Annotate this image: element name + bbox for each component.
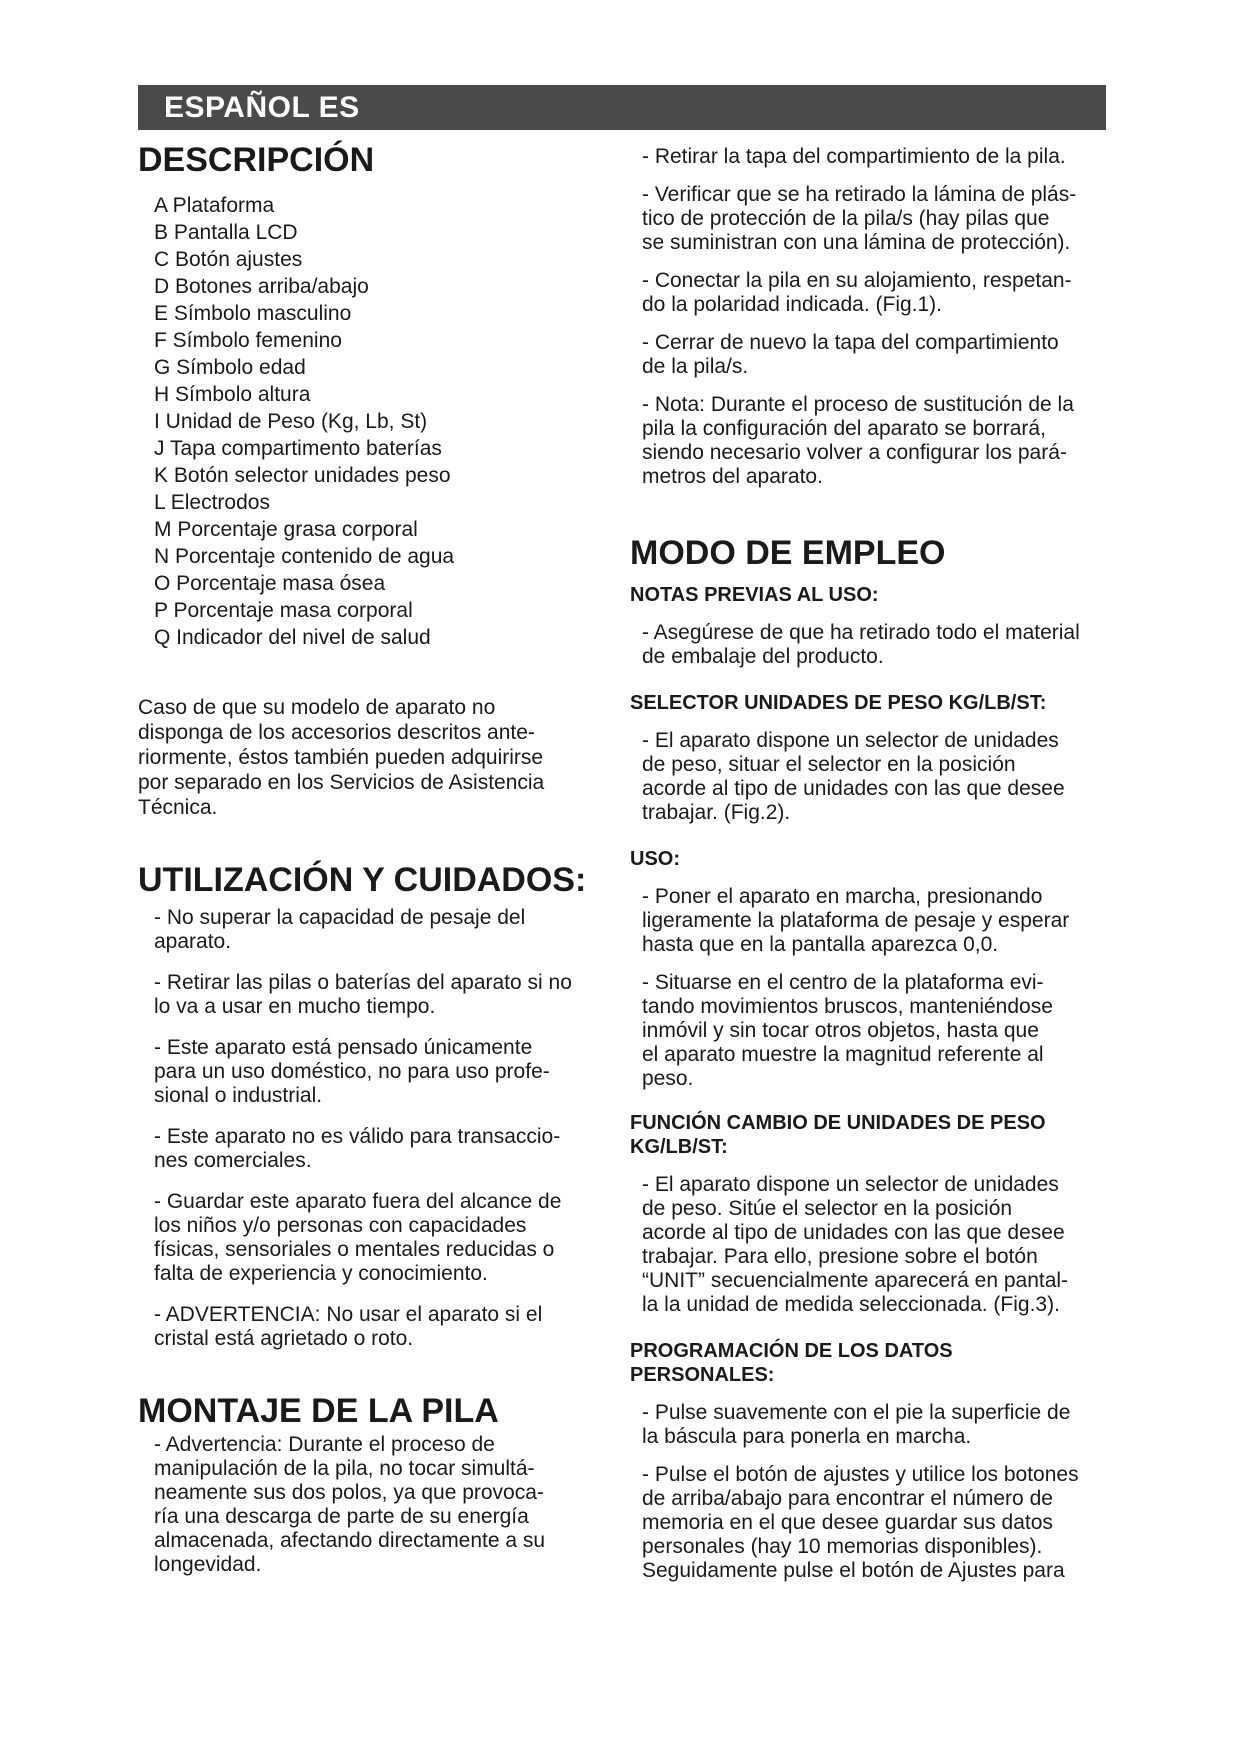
subheading-notas: NOTAS PREVIAS AL USO:: [630, 584, 879, 606]
battery-step: - Cerrar de nuevo la tapa del compartimiento de la pila/s.: [642, 331, 1059, 378]
subheading-programacion: PROGRAMACIÓN DE LOS DATOS PERSONALES:: [630, 1340, 953, 1386]
care-paragraph: - ADVERTENCIA: No usar el aparato si el cristal está agrietado o roto.: [154, 1303, 543, 1350]
legend-item: K Botón selector unidades peso: [154, 464, 451, 487]
legend-item: Q Indicador del nivel de salud: [154, 626, 431, 649]
legend-item: G Símbolo edad: [154, 356, 306, 379]
legend-item: C Botón ajustes: [154, 248, 303, 271]
care-paragraph: - Retirar las pilas o baterías del aparato si no lo va a usar en mucho tiempo.: [154, 971, 572, 1018]
legend-item: B Pantalla LCD: [154, 221, 298, 244]
legend-item: N Porcentaje contenido de agua: [154, 545, 455, 568]
usage-paragraph: - Asegúrese de que ha retirado todo el material de embalaje del producto.: [642, 621, 1080, 668]
legend-item: J Tapa compartimento baterías: [154, 437, 442, 460]
usage-paragraph: - El aparato dispone un selector de unidades de peso, situar el selector en la posición acorde al tipo de unidades con las que desee trabajar. (Fig.2).: [642, 729, 1065, 824]
legend-item: M Porcentaje grasa corporal: [154, 518, 418, 541]
battery-step: - Nota: Durante el proceso de sustitución de la pila la configuración del aparato se borrará, siendo necesario volver a configurar los pará- metros del aparato.: [642, 393, 1074, 488]
battery-step: - Conectar la pila en su alojamiento, respetan- do la polaridad indicada. (Fig.1).: [642, 269, 1072, 316]
section-title-utilizacion: UTILIZACIÓN Y CUIDADOS:: [138, 861, 587, 899]
left-column: [138, 140, 608, 1577]
parts-legend: [138, 192, 608, 651]
accessories-note: Caso de que su modelo de aparato no disponga de los accesorios descritos ante- riormente, éstos también pueden adquirirse por separado en los Servicios de Asistencia Técnica.: [138, 696, 545, 819]
battery-step: - Verificar que se ha retirado la lámina de plás- tico de protección de la pila/s (hay pilas que se suministran con una lámina de protección).: [642, 183, 1077, 254]
legend-item: D Botones arriba/abajo: [154, 275, 369, 298]
battery-step: - Retirar la tapa del compartimiento de la pila.: [642, 145, 1066, 168]
care-paragraph: - Guardar este aparato fuera del alcance de los niños y/o personas con capacidades físicas, sensoriales o mentales reducidas o falta de experiencia y conocimiento.: [154, 1190, 562, 1285]
legend-item: I Unidad de Peso (Kg, Lb, St): [154, 410, 428, 433]
language-header: ESPAÑOL ES: [138, 85, 1106, 130]
usage-paragraph: - Pulse el botón de ajustes y utilice los botones de arriba/abajo para encontrar el número de memoria en el que desee guardar sus datos personales (hay 10 memorias disponibles). Seguidamente pulse el botón de Ajustes para: [642, 1463, 1079, 1582]
care-paragraph: - Este aparato está pensado únicamente para un uso doméstico, no para uso profe- sional o industrial.: [154, 1036, 550, 1107]
care-paragraph: - No superar la capacidad de pesaje del aparato.: [154, 906, 526, 953]
subheading-selector: SELECTOR UNIDADES DE PESO KG/LB/ST:: [630, 692, 1047, 714]
legend-item: O Porcentaje masa ósea: [154, 572, 386, 595]
right-column: [630, 145, 1110, 1583]
usage-paragraph: - El aparato dispone un selector de unidades de peso. Sitúe el selector en la posición acorde al tipo de unidades con las que desee trabajar. Para ello, presione sobre el botón “UNIT” secuencialmente aparecerá en pantal- la la unidad de medida seleccionada. (Fig.3).: [642, 1173, 1069, 1316]
legend-item: F Símbolo femenino: [154, 329, 342, 352]
usage-paragraph: - Situarse en el centro de la plataforma evi- tando movimientos bruscos, manteniéndose inmóvil y sin tocar otros objetos, hasta que el aparato muestre la magnitud referente al peso.: [642, 971, 1053, 1090]
subheading-uso: USO:: [630, 848, 680, 870]
legend-item: E Símbolo masculino: [154, 302, 352, 325]
section-title-modo-empleo: MODO DE EMPLEO: [630, 534, 946, 572]
legend-item: A Plataforma: [154, 194, 275, 217]
legend-item: L Electrodos: [154, 491, 270, 514]
legend-item: H Símbolo altura: [154, 383, 311, 406]
usage-paragraph: - Poner el aparato en marcha, presionando ligeramente la plataforma de pesaje y esperar hasta que en la pantalla aparezca 0,0.: [642, 885, 1070, 956]
subheading-funcion: FUNCIÓN CAMBIO DE UNIDADES DE PESO KG/LB/ST:: [630, 1112, 1046, 1158]
section-title-montaje: MONTAJE DE LA PILA: [138, 1392, 499, 1430]
battery-warning: - Advertencia: Durante el proceso de manipulación de la pila, no tocar simultá- neamente sus dos polos, ya que provoca- ría una descarga de parte de su energía almacenada, afectando directamente a su longevidad.: [154, 1433, 546, 1576]
usage-paragraph: - Pulse suavemente con el pie la superficie de la báscula para ponerla en marcha.: [642, 1401, 1071, 1448]
care-paragraph: - Este aparato no es válido para transaccio- nes comerciales.: [154, 1125, 561, 1172]
legend-item: P Porcentaje masa corporal: [154, 599, 413, 622]
section-title-descripcion: DESCRIPCIÓN: [138, 141, 375, 179]
